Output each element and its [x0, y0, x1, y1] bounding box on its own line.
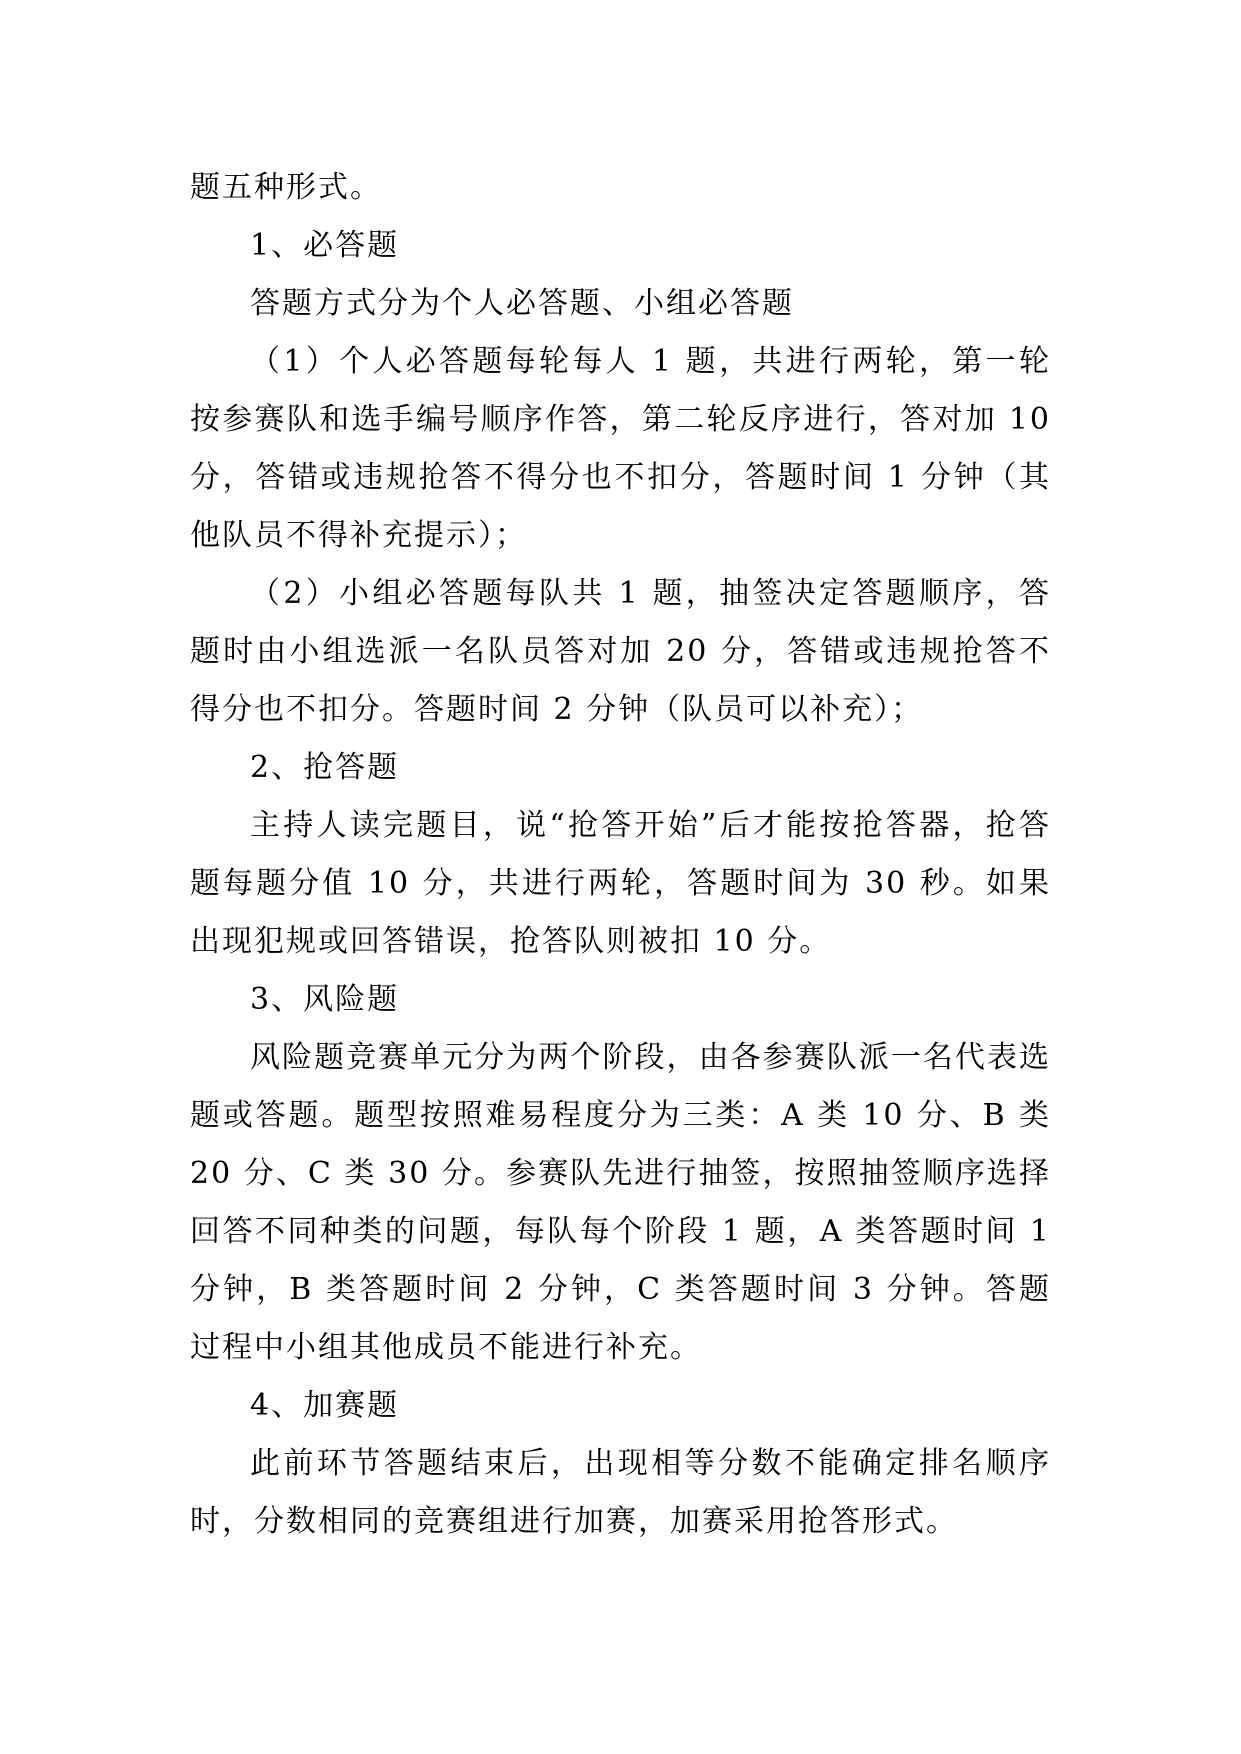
paragraph-continuation: 题五种形式。 — [190, 170, 382, 205]
heading-required-questions: 1、必答题 — [250, 228, 400, 263]
paragraph-risk-rules: 风险题竞赛单元分为两个阶段，由各参赛队派一名代表选题或答题。题型按照难易程度分为三类：A 类 10 分、B 类 20 分、C 类 30 分。参赛队先进行抽签，按照抽签顺序选择回答不同种类的问题，每队每个阶段 1 题，A 类答题时间 1 分钟，B 类答题时间 2 分钟，C 类答题时间 3 分钟。答题过程中小组其他成员不能进行补充。 — [190, 1040, 1051, 1365]
paragraph-tiebreaker-rules: 此前环节答题结束后，出现相等分数不能确定排名顺序时，分数相同的竞赛组进行加赛，加赛采用抢答形式。 — [190, 1446, 1051, 1539]
paragraph-individual-required: （1）个人必答题每轮每人 1 题，共进行两轮，第一轮按参赛队和选手编号顺序作答，第二轮反序进行，答对加 10 分，答错或违规抢答不得分也不扣分，答题时间 1 分钟（其他队员不得补充提示）； — [190, 344, 1051, 553]
paragraph-group-required: （2）小组必答题每队共 1 题，抽签决定答题顺序，答题时由小组选派一名队员答对加 20 分，答错或违规抢答不得分也不扣分。答题时间 2 分钟（队员可以补充）； — [190, 576, 1051, 727]
heading-tiebreaker: 4、加赛题 — [250, 1388, 400, 1423]
paragraph-quick-answer-rules: 主持人读完题目，说“抢答开始”后才能按抢答器，抢答题每题分值 10 分，共进行两轮，答题时间为 30 秒。如果出现犯规或回答错误，抢答队则被扣 10 分。 — [190, 808, 1051, 959]
paragraph-answer-methods: 答题方式分为个人必答题、小组必答题 — [250, 286, 794, 321]
heading-risk-questions: 3、风险题 — [250, 982, 400, 1017]
heading-quick-answer: 2、抢答题 — [250, 750, 400, 785]
document-body — [190, 159, 1051, 1551]
